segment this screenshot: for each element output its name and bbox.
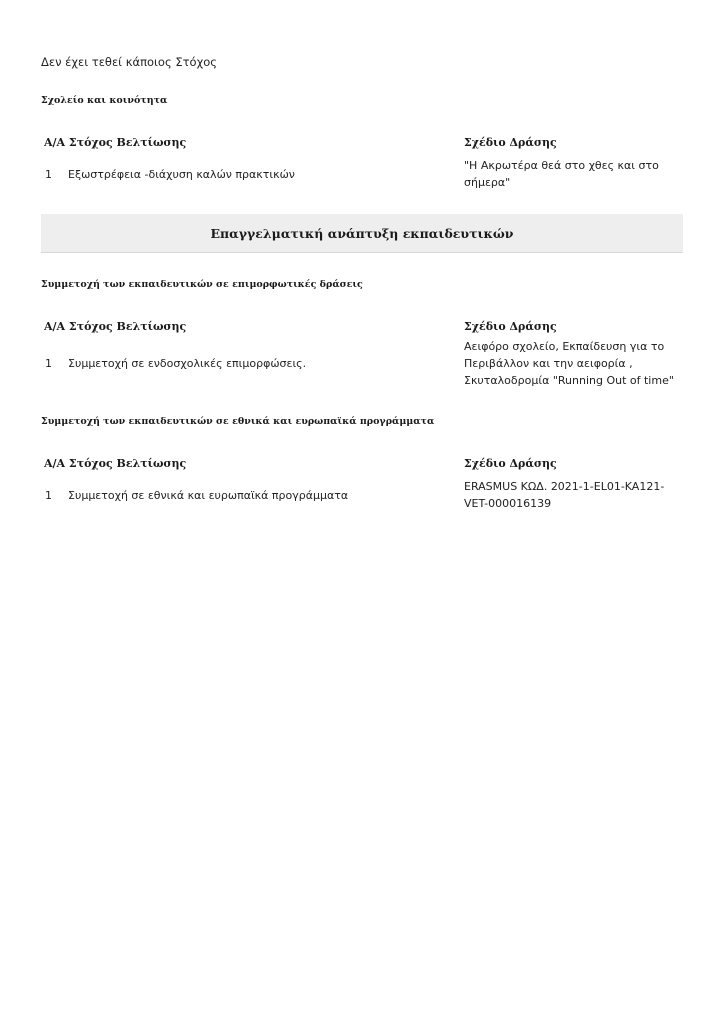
- no-goal-notice: Δεν έχει τεθεί κάποιος Στόχος: [41, 55, 218, 69]
- row-index: 1: [45, 357, 52, 370]
- column-header-plan: Σχέδιο Δράσης: [464, 136, 557, 149]
- row-plan: Αειφόρο σχολείο, Εκπαίδευση για το Περιβάλλον και την αειφορία , Σκυταλοδρομία "Running Out of time": [464, 340, 674, 387]
- column-header-goal: Α/Α Στόχος Βελτίωσης: [44, 457, 187, 470]
- row-plan: ERASMUS ΚΩΔ. 2021-1-EL01-KA121-VET-000016139: [464, 480, 665, 510]
- row-goal: Συμμετοχή σε ενδοσχολικές επιμορφώσεις.: [68, 357, 307, 370]
- column-header-goal: Α/Α Στόχος Βελτίωσης: [44, 136, 187, 149]
- banner-title: Επαγγελματική ανάπτυξη εκπαιδευτικών: [210, 225, 514, 241]
- row-index: 1: [45, 168, 52, 181]
- section-banner: [41, 214, 683, 253]
- section-heading-programs: Συμμετοχή των εκπαιδευτικών σε εθνικά και ευρωπαϊκά προγράμματα: [41, 416, 435, 427]
- row-plan: "Η Ακρωτέρα θεά στο χθες και στο σήμερα": [464, 159, 659, 189]
- column-header-plan: Σχέδιο Δράσης: [464, 320, 557, 333]
- row-index: 1: [45, 489, 52, 502]
- section-heading-school-community: Σχολείο και κοινότητα: [41, 95, 168, 106]
- row-goal: Συμμετοχή σε εθνικά και ευρωπαϊκά προγράμματα: [68, 489, 349, 502]
- section-heading-training: Συμμετοχή των εκπαιδευτικών σε επιμορφωτικές δράσεις: [41, 279, 363, 290]
- row-goal: Εξωστρέφεια -διάχυση καλών πρακτικών: [68, 168, 295, 181]
- column-header-plan: Σχέδιο Δράσης: [464, 457, 557, 470]
- column-header-goal: Α/Α Στόχος Βελτίωσης: [44, 320, 187, 333]
